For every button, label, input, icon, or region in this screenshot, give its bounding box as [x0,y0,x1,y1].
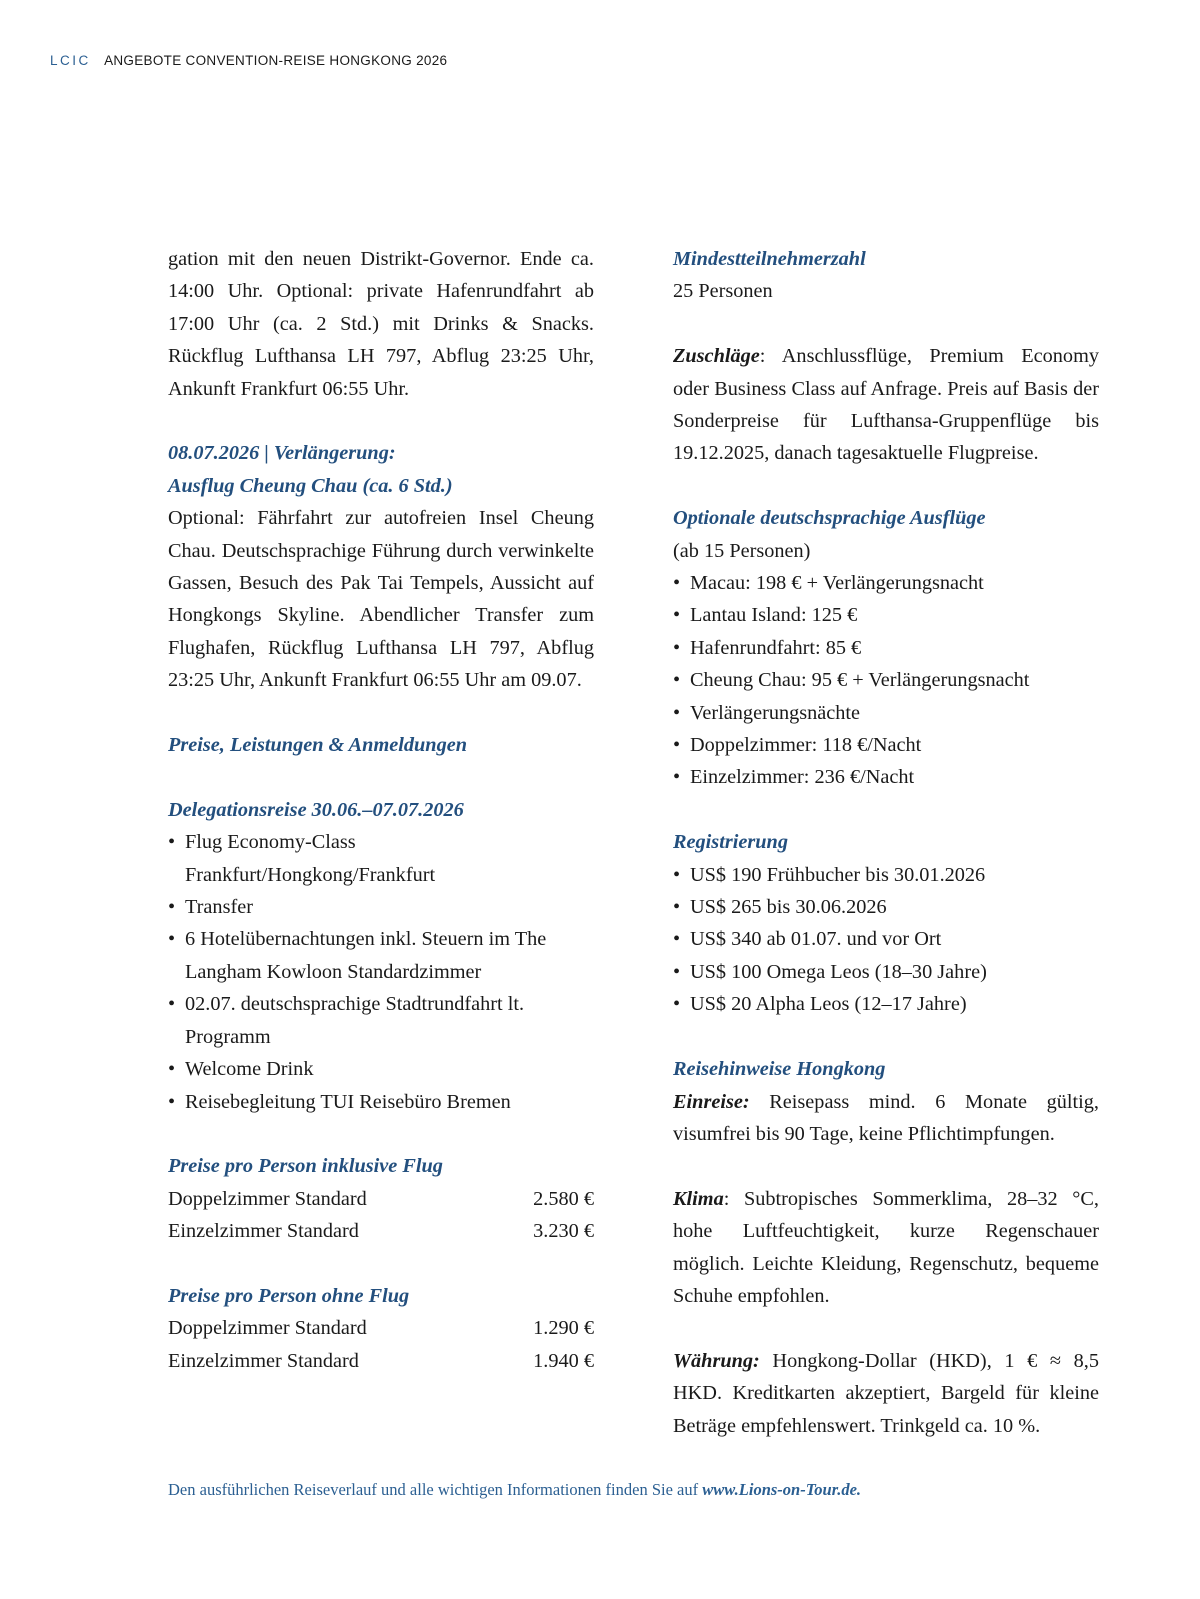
list-item: • Doppelzimmer: 118 €/Nacht [673,729,1099,761]
intro-paragraph: gation mit den neuen Distrikt-Governor. Ende ca. 14:00 Uhr. Optional: private Hafenrundfahrt ab 17:00 Uhr (ca. 2 Std.) mit Drinks & Snacks. Rückflug Lufthansa LH 797, Abflug 23:25 Uhr, Ankunft Frankfurt 06:55 Uhr. [168,248,594,400]
list-item: • Hafenrundfahrt: 85 € [673,632,1099,664]
price-value: 3.230 € [533,1220,594,1243]
surcharges-text: : Anschlussflüge, Premium Economy oder Business Class auf Anfrage. Preis auf Basis der Sonderpreise für Lufthansa-Gruppenflüge bis 19.12.2025, danach tagesaktuelle Flugpreise. [673,345,1099,465]
price-row [168,1312,594,1344]
list-item: • Welcome Drink [168,1053,594,1085]
list-item: • US$ 340 ab 01.07. und vor Ort [673,923,1099,955]
page-header [50,53,447,68]
list-item: • 6 Hotelübernachtungen inkl. Steuern im The Langham Kowloon Standardzimmer [168,923,594,988]
footer-text: Den ausführlichen Reiseverlauf und alle wichtigen Informationen finden Sie auf [168,1480,703,1499]
price-row [168,1183,594,1215]
price-label: Doppelzimmer Standard [168,1317,367,1340]
delegation-heading: Delegationsreise 30.06.–07.07.2026 [168,798,464,821]
list-item: • Reisebegleitung TUI Reisebüro Bremen [168,1086,594,1118]
currency-label: Währung: [673,1349,760,1372]
registration-list [673,859,1099,1021]
climate-label: Klima [673,1187,724,1210]
extension-section [168,437,594,696]
header-title: ANGEBOTE CONVENTION-REISE HONGKONG 2026 [104,53,448,68]
price-value: 2.580 € [533,1187,594,1210]
prices-section-heading [168,729,594,761]
currency-text: Hongkong-Dollar (HKD), 1 € ≈ 8,5 HKD. Kreditkarten akzeptiert, Bargeld für kleine Beträge empfehlenswert. Trinkgeld ca. 10 %. [673,1349,1099,1437]
list-item: • US$ 20 Alpha Leos (12–17 Jahre) [673,988,1099,1020]
delegation-list [168,826,594,1118]
travel-notes-heading: Reisehinweise Hongkong [673,1058,886,1081]
optional-trips-heading: Optionale deutschsprachige Ausflüge [673,507,986,530]
footer-link[interactable]: www.Lions-on-Tour.de. [702,1480,862,1499]
extension-heading-line2: Ausflug Cheung Chau (ca. 6 Std.) [168,474,453,497]
extension-heading-line1: 08.07.2026 | Verlängerung: [168,442,396,465]
left-column [168,243,594,1377]
surcharges-label: Zuschläge [673,345,760,368]
with-flight-prices [168,1150,594,1247]
list-item: • Einzelzimmer: 236 €/Nacht [673,761,1099,793]
list-item: • Flug Economy-Class Frankfurt/Hongkong/Frankfurt [168,826,594,891]
brand-logo: LCIC [50,53,91,68]
price-value: 1.290 € [533,1317,594,1340]
list-item: • US$ 190 Frühbucher bis 30.01.2026 [673,859,1099,891]
list-item: • Lantau Island: 125 € [673,599,1099,631]
min-participants-section [673,243,1099,308]
climate-text: : Subtropisches Sommerklima, 28–32 °C, hohe Luftfeuchtigkeit, kurze Regenschauer möglich. Leichte Kleidung, Regenschutz, bequeme Schuhe empfohlen. [673,1187,1099,1307]
price-label: Einzelzimmer Standard [168,1220,359,1243]
list-item: • Macau: 198 € + Verlängerungsnacht [673,567,1099,599]
entry-text: Reisepass mind. 6 Monate gültig, visumfrei bis 90 Tage, keine Pflichtimpfungen. [673,1090,1099,1145]
optional-trips-note: (ab 15 Personen) [673,539,811,562]
surcharges-section [673,340,1099,470]
list-item: • Cheung Chau: 95 € + Verlängerungsnacht [673,664,1099,696]
list-item: • US$ 100 Omega Leos (18–30 Jahre) [673,956,1099,988]
page-footer [168,1480,1099,1500]
optional-trips-list [673,567,1099,794]
min-participants-heading: Mindestteilnehmerzahl [673,248,866,270]
without-flight-heading: Preise pro Person ohne Flug [168,1284,410,1307]
right-column [673,243,1099,1474]
prices-heading: Preise, Leistungen & Anmeldungen [168,734,467,757]
list-item: • 02.07. deutschsprachige Stadtrundfahrt lt. Programm [168,988,594,1053]
price-label: Doppelzimmer Standard [168,1187,367,1210]
entry-label: Einreise: [673,1090,750,1113]
climate-paragraph [673,1183,1099,1313]
list-item: • Verlängerungsnächte [673,697,1099,729]
currency-paragraph [673,1345,1099,1442]
list-item: • Transfer [168,891,594,923]
entry-paragraph [673,1086,1099,1151]
registration-heading: Registrierung [673,831,788,854]
without-flight-prices [168,1280,594,1377]
price-row [168,1345,594,1377]
extension-text: Optional: Fährfahrt zur autofreien Insel Cheung Chau. Deutschsprachige Führung durch verwinkelte Gassen, Besuch des Pak Tai Tempels, Aussicht auf Hongkongs Skyline. Abendlicher Transfer zum Flughafen, Rückflug Lufthansa LH 797, Abflug 23:25 Uhr, Ankunft Frankfurt 06:55 Uhr am 09.07. [168,507,594,692]
price-label: Einzelzimmer Standard [168,1349,359,1372]
min-participants-text: 25 Personen [673,280,773,303]
list-item: • US$ 265 bis 30.06.2026 [673,891,1099,923]
price-row [168,1215,594,1247]
with-flight-heading: Preise pro Person inklusive Flug [168,1155,443,1178]
price-value: 1.940 € [533,1349,594,1372]
